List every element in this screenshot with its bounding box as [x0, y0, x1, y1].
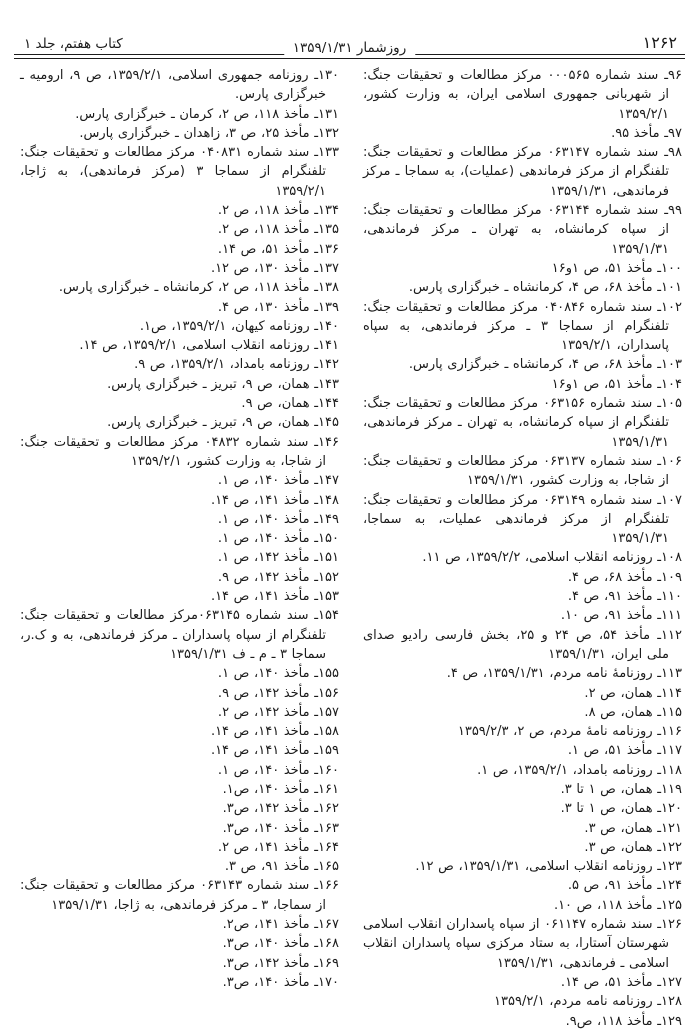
footnote-item: ۱۱۱ـ مأخذ ۹۱، ص ۱۰. [560, 608, 682, 624]
footnote-item: ۱۰۲ـ سند شماره ۰۴۰۸۴۶ مرکز مطالعات و تحقیقات جنگ: تلفنگرام از سماجا ۳ ـ مرکز فرماندهی، به سپاه پاسداران، ۱۳۵۹/۲/۱ [363, 299, 682, 354]
footnote-item: ۱۶۹ـ مأخذ ۱۴۲، ص۳. [222, 955, 339, 971]
footnotes-area [20, 66, 682, 1029]
footnote-item: ۱۲۱ـ همان، ص ۳. [584, 820, 682, 836]
footnote-item: ۱۱۰ـ مأخذ ۹۱، ص ۴. [567, 589, 682, 605]
footnote-item: ۱۱۴ـ همان، ص ۲. [584, 685, 682, 701]
footnote-item: ۱۲۳ـ روزنامه انقلاب اسلامی، ۱۳۵۹/۱/۳۱، ص ۱۲. [415, 859, 682, 875]
footnote-item: ۱۴۵ـ همان، ص ۹، تبریز ـ خبرگزاری پارس. [107, 415, 339, 431]
footnote-item: ۱۴۴ـ همان، ص ۹. [241, 396, 339, 412]
footnote-item: ۱۴۸ـ مأخذ ۱۴۱، ص ۱۴. [210, 492, 339, 508]
page-header [0, 0, 699, 64]
footnote-item: ۱۵۵ـ مأخذ ۱۴۰، ص ۱. [217, 666, 339, 682]
footnote-item: ۱۵۹ـ مأخذ ۱۴۱، ص ۱۴. [210, 743, 339, 759]
footnote-item: ۱۵۱ـ مأخذ ۱۴۲، ص ۱. [217, 550, 339, 566]
footnote-item: ۹۷ـ مأخذ ۹۵. [611, 125, 682, 141]
footnote-item: ۱۴۰ـ روزنامه کیهان، ۱۳۵۹/۲/۱، ص۱. [139, 318, 339, 334]
footnote-item: ۱۱۳ـ روزنامهٔ نامه مردم، ۱۳۵۹/۱/۳۱، ص ۴. [446, 666, 682, 682]
footnote-item: ۱۳۵ـ مأخذ ۱۱۸، ص ۲. [217, 222, 339, 238]
footnote-item: ۱۶۵ـ مأخذ ۹۱، ص ۳. [224, 859, 339, 875]
footnote-item: ۱۲۲ـ همان، ص ۳. [584, 839, 682, 855]
footnote-item: ۱۵۳ـ مأخذ ۱۴۱، ص ۱۴. [210, 589, 339, 605]
footnote-item: ۱۷۰ـ مأخذ ۱۴۰، ص۳. [222, 974, 339, 990]
footnote-item: ۱۰۹ـ مأخذ ۶۸، ص ۴. [567, 569, 682, 585]
footnote-item: ۱۳۰ـ روزنامه جمهوری اسلامی، ۱۳۵۹/۲/۱، ص ۹، ارومیه ـ خبرگزاری پارس. [20, 68, 339, 103]
footnote-item: ۱۳۹ـ مأخذ ۱۳۰، ص ۴. [217, 299, 339, 315]
footnote-item: ۱۱۷ـ مأخذ ۵۱، ص ۱. [567, 743, 682, 759]
footnote-item: ۱۰۰ـ مأخذ ۵۱، ص ۱و۱۶ [551, 260, 682, 276]
footnote-item: ۱۰۱ـ مأخذ ۶۸، ص ۴، کرمانشاه ـ خبرگزاری پارس. [408, 280, 682, 296]
footnote-item: ۱۰۴ـ مأخذ ۵۱، ص ۱و۱۶ [551, 376, 682, 392]
footnote-item: ۱۰۸ـ روزنامه انقلاب اسلامی، ۱۳۵۹/۲/۲، ص ۱۱. [422, 550, 682, 566]
footnote-item: ۱۶۱ـ مأخذ ۱۴۰، ص۱. [222, 781, 339, 797]
footnote-item: ۱۶۳ـ مأخذ ۱۴۰، ص۳. [222, 820, 339, 836]
footnote-item: ۱۴۱ـ روزنامه انقلاب اسلامی، ۱۳۵۹/۲/۱، ص ۱۴. [79, 338, 339, 354]
footnote-item: ۱۱۵ـ همان، ص ۸. [584, 704, 682, 720]
footnote-item: ۱۶۲ـ مأخذ ۱۴۲، ص۳. [222, 801, 339, 817]
book-volume-title: کتاب هفتم، جلد ۱ [24, 36, 123, 52]
footnote-item: ۹۶ـ سند شماره ۰۰۰۵۶۵ مرکز مطالعات و تحقیقات جنگ: از شهربانی جمهوری اسلامی ایران، به وزارت کشور، ۱۳۵۹/۲/۱ [363, 68, 682, 122]
footnote-item: ۱۰۳ـ مأخذ ۶۸، ص ۴، کرمانشاه ـ خبرگزاری پارس. [408, 357, 682, 373]
footnote-item: ۱۵۴ـ سند شماره ۰۶۳۱۴۵مرکز مطالعات و تحقیقات جنگ: تلفنگرام از سپاه پاسداران ـ مرکز فرماندهی، به و ک.ر، سماجا ۳ ـ م ـ ف ۱۳۵۹/۱/۳۱ [20, 608, 339, 662]
footnote-item: ۱۴۶ـ سند شماره ۰۴۸۳۲ مرکز مطالعات و تحقیقات جنگ: از شاجا، به وزارت کشور، ۱۳۵۹/۲/۱ [20, 434, 339, 469]
running-head-title: روزشمار ۱۳۵۹/۱/۳۱ [284, 40, 415, 56]
page-number: ۱۲۶۲ [642, 33, 677, 52]
footnote-item: ۱۲۰ـ همان، ص ۱ تا ۳. [560, 801, 682, 817]
footnote-item: ۱۲۹ـ مأخذ ۱۱۸، ص۹. [565, 1013, 682, 1029]
footnote-item: ۱۰۶ـ سند شماره ۰۶۳۱۳۷ مرکز مطالعات و تحقیقات جنگ: از شاجا، به وزارت کشور، ۱۳۵۹/۱/۳۱ [363, 453, 682, 489]
footnote-item: ۱۴۳ـ همان، ص ۹، تبریز ـ خبرگزاری پارس. [107, 376, 339, 392]
footnote-item: ۹۸ـ سند شماره ۰۶۳۱۴۷ مرکز مطالعات و تحقیقات جنگ: تلفنگرام از مرکز فرماندهی (عملیات)، به سماجا ـ مرکز فرماندهی، ۱۳۵۹/۱/۳۱ [363, 145, 682, 199]
footnote-item: ۱۳۶ـ مأخذ ۵۱، ص ۱۴. [217, 241, 339, 257]
footnote-item: ۱۲۷ـ مأخذ ۵۱، ص ۱۴. [560, 974, 682, 990]
footnote-item: ۱۴۹ـ مأخذ ۱۴۰، ص ۱. [217, 511, 339, 527]
footnote-item: ۱۱۶ـ روزنامه نامهٔ مردم، ص ۲، ۱۳۵۹/۲/۳ [457, 724, 682, 740]
footnote-item: ۱۳۴ـ مأخذ ۱۱۸، ص ۲. [217, 203, 339, 219]
footnote-item: ۱۱۹ـ همان، ص ۱ تا ۳. [560, 781, 682, 797]
footnote-item: ۱۳۸ـ مأخذ ۱۱۸، ص ۲، کرمانشاه ـ خبرگزاری پارس. [58, 280, 339, 296]
footnote-item: ۱۰۵ـ سند شماره ۰۶۳۱۵۶ مرکز مطالعات و تحقیقات جنگ: تلفنگرام از سپاه کرمانشاه، به تهران ـ مرکز فرماندهی، ۱۳۵۹/۱/۳۱ [363, 396, 682, 450]
footnote-item: ۱۶۷ـ مأخذ ۱۴۱، ص۲. [222, 917, 339, 933]
footnote-item: ۱۴۷ـ مأخذ ۱۴۰، ص ۱. [217, 473, 339, 489]
footnote-item: ۱۳۷ـ مأخذ ۱۳۰، ص ۱۲. [210, 260, 339, 276]
footnote-item: ۱۲۶ـ سند شماره ۰۶۱۱۴۷ از سپاه پاسداران انقلاب اسلامی شهرستان آستارا، به ستاد مرکزی سپاه پاسداران انقلاب اسلامی ـ فرماندهی، ۱۳۵۹/۱/۳۱ [363, 917, 682, 971]
footnote-item: ۱۳۲ـ مأخذ ۲۵، ص ۳، زاهدان ـ خبرگزاری پارس. [79, 125, 339, 141]
footnotes-column-left [20, 66, 339, 990]
footnote-item: ۱۶۴ـ مأخذ ۱۴۱، ص ۲. [217, 839, 339, 855]
footnote-item: ۱۵۸ـ مأخذ ۱۴۱، ص ۱۴. [210, 724, 339, 740]
footnote-item: ۱۳۱ـ مأخذ ۱۱۸، ص ۲، کرمان ـ خبرگزاری پارس. [75, 106, 339, 122]
footnote-item: ۱۳۳ـ سند شماره ۰۴۰۸۳۱ مرکز مطالعات و تحقیقات جنگ: تلفنگرام از سماجا ۳ (مرکز فرماندهی)، به ژاجا، ۱۳۵۹/۲/۱ [20, 145, 339, 199]
footnote-item: ۱۶۶ـ سند شماره ۰۶۳۱۴۳ مرکز مطالعات و تحقیقات جنگ: از سماجا، ۳ ـ مرکز فرماندهی، به ژاجا، ۱۳۵۹/۱/۳۱ [20, 878, 339, 913]
footnote-item: ۱۰۷ـ سند شماره ۰۶۳۱۴۹ مرکز مطالعات و تحقیقات جنگ: تلفنگرام از مرکز فرماندهی عملیات، به سماجا، ۱۳۵۹/۱/۳۱ [363, 492, 682, 547]
footnote-item: ۱۵۲ـ مأخذ ۱۴۲، ص ۹. [217, 569, 339, 585]
footnote-item: ۹۹ـ سند شماره ۰۶۳۱۴۴ مرکز مطالعات و تحقیقات جنگ: از سپاه کرمانشاه، به تهران ـ مرکز فرماندهی، ۱۳۵۹/۱/۳۱ [363, 203, 682, 257]
footnote-item: ۱۲۴ـ مأخذ ۹۱، ص ۵. [567, 878, 682, 894]
footnote-item: ۱۵۷ـ مأخذ ۱۴۲، ص ۲. [217, 704, 339, 720]
footnote-item: ۱۵۰ـ مأخذ ۱۴۰، ص ۱. [217, 531, 339, 547]
footnote-item: ۱۲۸ـ روزنامه نامه مردم، ۱۳۵۹/۲/۱ [494, 994, 682, 1010]
footnote-item: ۱۱۸ـ روزنامه بامداد، ۱۳۵۹/۲/۱، ص ۱. [477, 762, 682, 778]
footnotes-column-right [363, 66, 682, 1029]
footnote-item: ۱۵۶ـ مأخذ ۱۴۲، ص ۹. [217, 685, 339, 701]
footnote-item: ۱۱۲ـ مأخذ ۵۴، ص ۲۴ و ۲۵، بخش فارسی رادیو صدای ملی ایران، ۱۳۵۹/۱/۳۱ [363, 627, 682, 662]
footnote-item: ۱۲۵ـ مأخذ ۱۱۸، ص ۱۰. [553, 897, 682, 913]
footnote-item: ۱۶۸ـ مأخذ ۱۴۰، ص۳. [222, 936, 339, 952]
footnote-item: ۱۴۲ـ روزنامه بامداد، ۱۳۵۹/۲/۱، ص ۹. [134, 357, 339, 373]
footnote-item: ۱۶۰ـ مأخذ ۱۴۰، ص ۱. [217, 762, 339, 778]
